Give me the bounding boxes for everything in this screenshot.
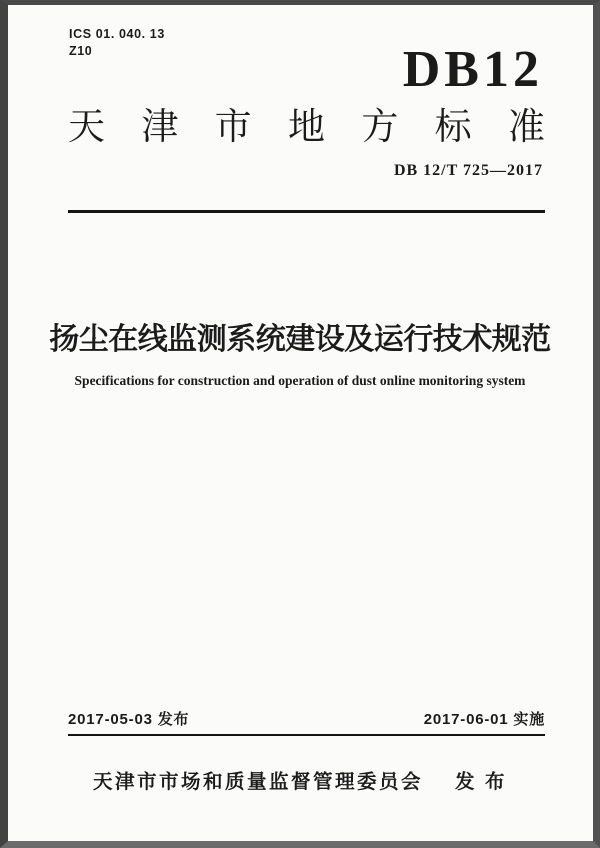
document-title-chinese: 扬尘在线监测系统建设及运行技术规范 xyxy=(49,323,551,356)
document-title-english: Specifications for construction and operation of dust online monitoring system xyxy=(74,373,526,388)
dates-row xyxy=(68,708,545,736)
standard-number: DB 12/T 725—2017 xyxy=(393,162,543,179)
ics-code: ICS 01. 040. 13 xyxy=(69,27,165,41)
standard-type-heading: 天津市地方标准 xyxy=(68,106,545,147)
publisher-name: 天津市市场和质量监督管理委员会 xyxy=(93,771,424,793)
issue-date: 2017-05-03 发布 xyxy=(68,711,190,728)
header-rule-divider xyxy=(68,210,545,213)
implementation-date: 2017-06-01 实施 xyxy=(423,711,545,728)
db12-logo: DB12 xyxy=(402,41,543,98)
publisher-row xyxy=(0,766,600,794)
classification-code: Z10 xyxy=(69,44,93,58)
publish-label: 发 布 xyxy=(455,771,507,793)
